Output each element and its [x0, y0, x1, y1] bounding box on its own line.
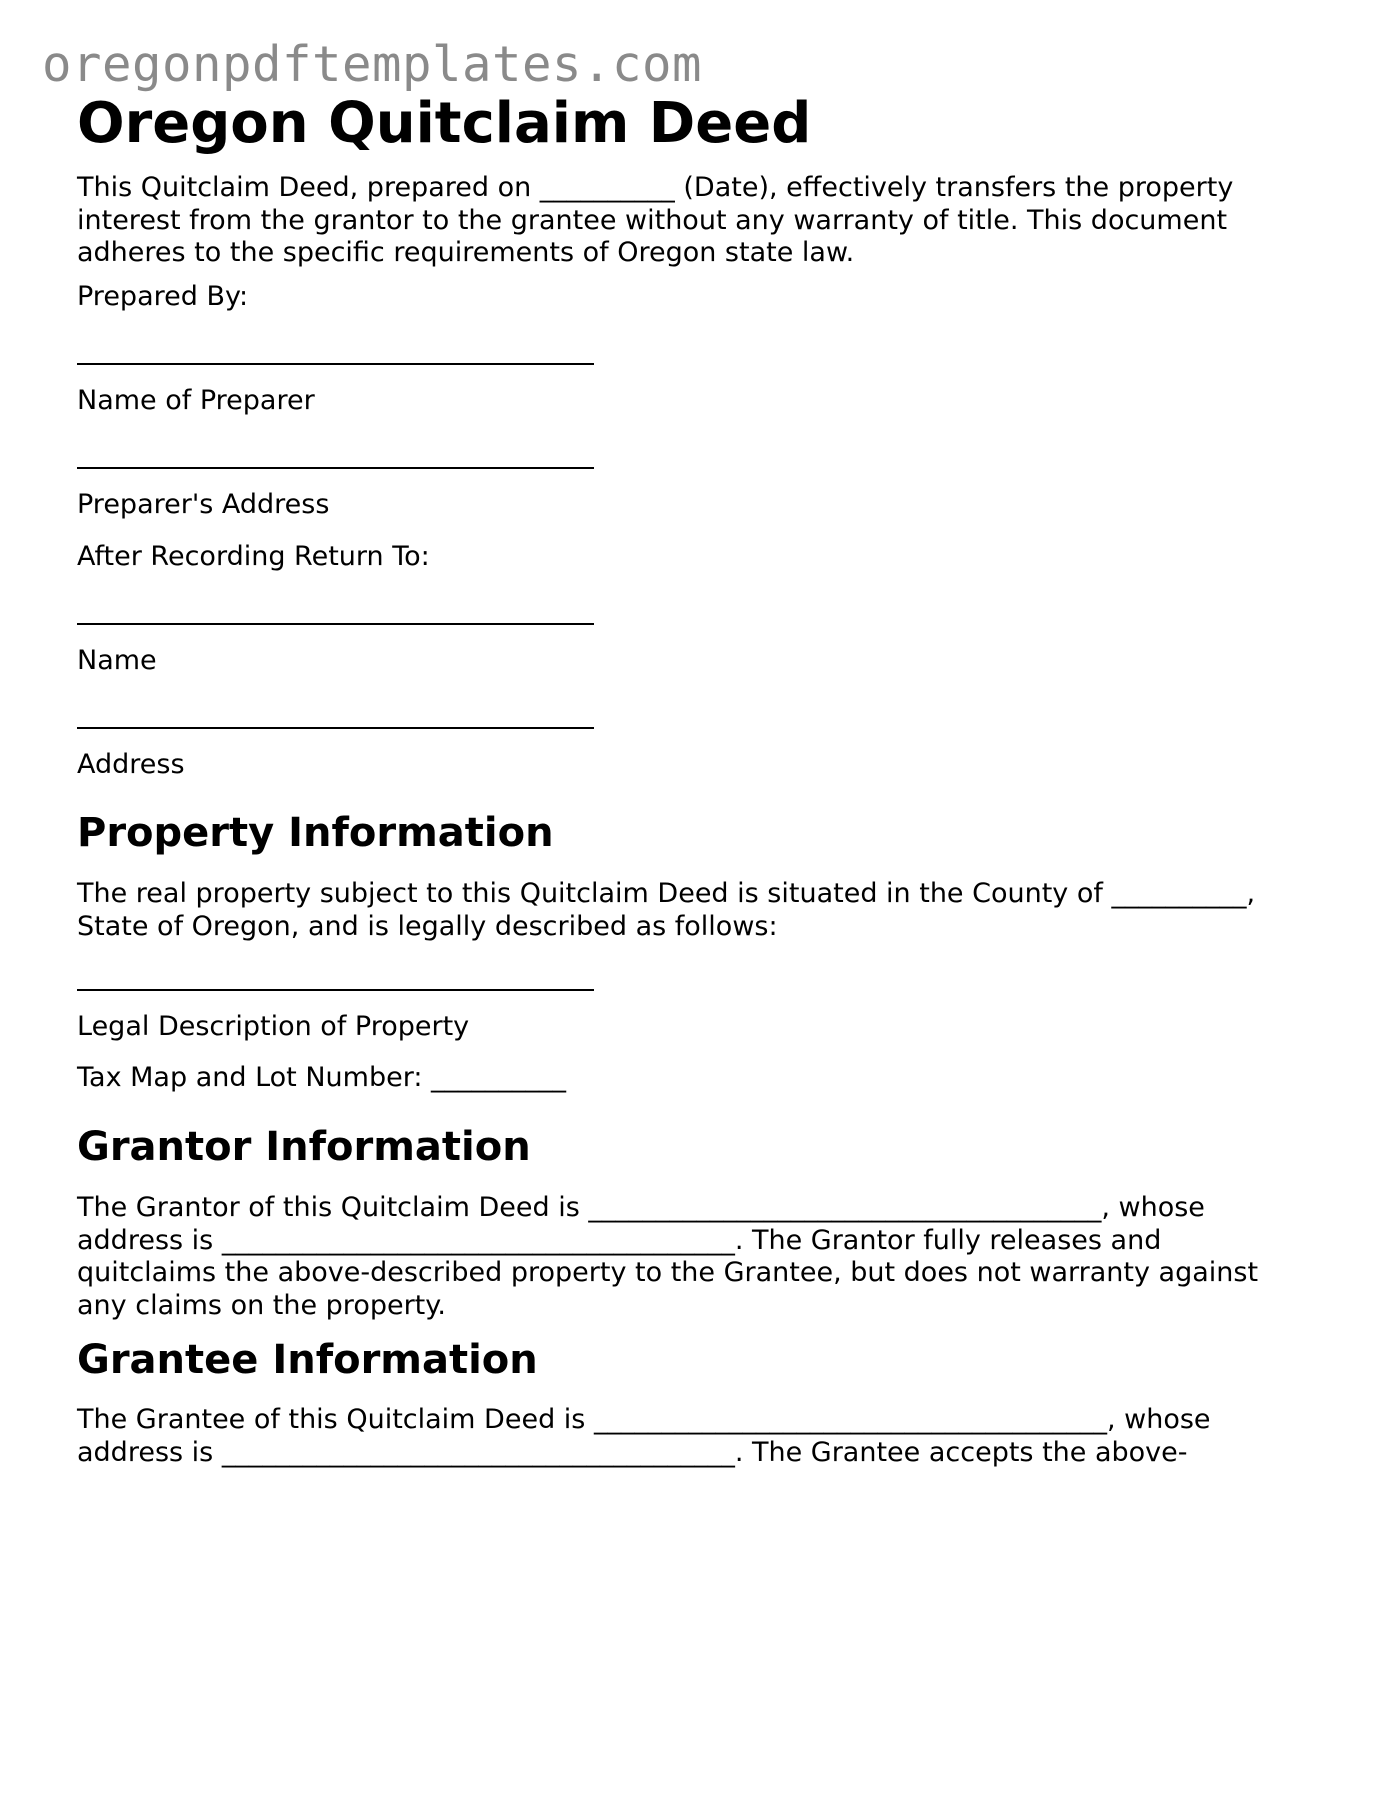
return-address-label: Address: [77, 749, 185, 780]
legal-description-label: Legal Description of Property: [77, 1011, 470, 1042]
grantee-text-1: The Grantee of this Quitclaim Deed is: [77, 1404, 594, 1435]
property-text-after-county: , State of Oregon, and is legally described as follows:: [77, 878, 1256, 942]
grantor-text-3: . The Grantor fully releases and quitclaims the above-described property to the Grantee, but does not warranty against any claims on the property.: [77, 1224, 1259, 1321]
grantee-paragraph: [77, 1404, 1277, 1469]
watermark: oregonpdftemplates.com: [42, 36, 703, 93]
grantee-heading: Grantee Information: [77, 1337, 538, 1383]
return-to-heading: After Recording Return To:: [77, 541, 430, 572]
intro-text-after-date: (Date), effectively transfers the property interest from the grantor to the grantee without any warranty of title. This document adheres to the specific requirements of Oregon state law.: [77, 172, 1234, 268]
grantor-heading: Grantor Information: [77, 1124, 531, 1170]
grantee-address-blank[interactable]: ______________________________________: [221, 1436, 735, 1468]
legal-description-line[interactable]: [77, 989, 594, 991]
grantee-text-2: , whose address is: [77, 1404, 1211, 1468]
return-address-line[interactable]: [77, 727, 594, 729]
grantee-text-3: . The Grantee accepts the above-: [734, 1436, 1188, 1468]
property-text-before-county: The real property subject to this Quitclaim Deed is situated in the County of: [77, 878, 1112, 909]
intro-text-before-date: This Quitclaim Deed, prepared on: [77, 172, 540, 203]
grantor-text-2: , whose address is: [77, 1192, 1205, 1256]
page-title: Oregon Quitclaim Deed: [77, 91, 812, 156]
preparer-address-line[interactable]: [77, 467, 594, 469]
tax-map-row: [77, 1062, 566, 1094]
tax-map-blank[interactable]: __________: [431, 1062, 566, 1093]
date-blank[interactable]: __________: [539, 172, 675, 203]
tax-map-label: Tax Map and Lot Number:: [77, 1062, 431, 1093]
grantor-name-blank[interactable]: ______________________________________: [588, 1192, 1102, 1223]
grantor-address-blank[interactable]: ______________________________________: [221, 1224, 735, 1256]
property-paragraph: [77, 878, 1277, 943]
preparer-name-line[interactable]: [77, 363, 594, 365]
grantor-paragraph: [77, 1192, 1277, 1322]
grantor-text-1: The Grantor of this Quitclaim Deed is: [77, 1192, 589, 1223]
grantee-name-blank[interactable]: ______________________________________: [593, 1404, 1107, 1435]
county-blank[interactable]: __________: [1111, 878, 1247, 909]
intro-paragraph: [77, 172, 1277, 270]
return-name-label: Name: [77, 645, 157, 676]
preparer-address-label: Preparer's Address: [77, 489, 330, 520]
prepared-by-heading: Prepared By:: [77, 281, 249, 312]
return-name-line[interactable]: [77, 623, 594, 625]
property-heading: Property Information: [77, 810, 554, 856]
preparer-name-label: Name of Preparer: [77, 385, 315, 416]
